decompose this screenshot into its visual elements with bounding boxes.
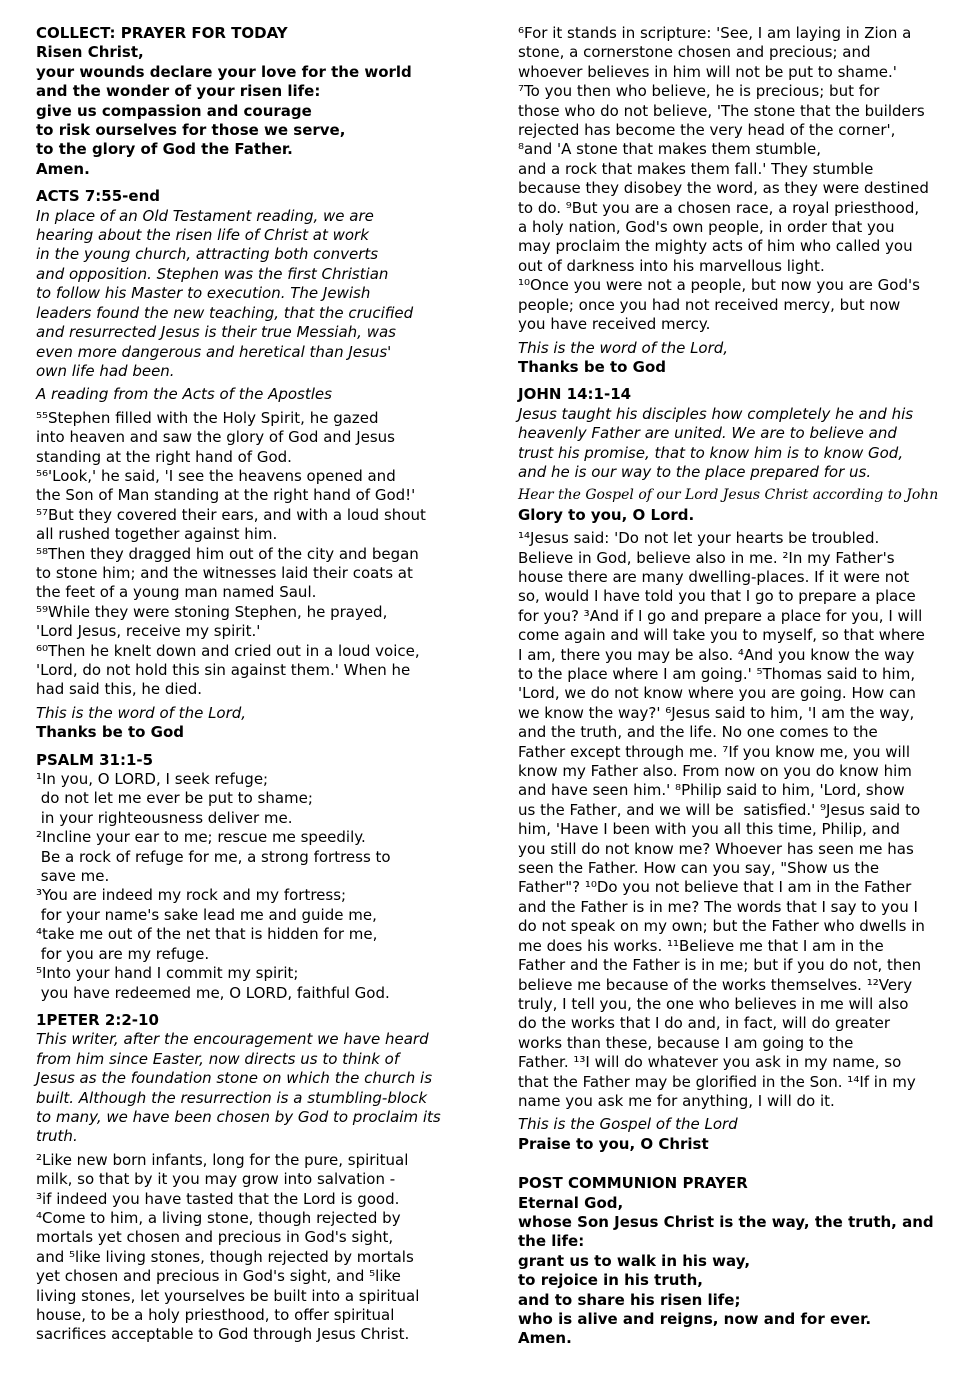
right-column [518,24,958,1349]
john-heading: JOHN 14:1-14 [518,385,632,404]
john-intro: Jesus taught his disciples how completely he and his heavenly Father are united. We are to believe and trust his promise, that to know him is to know God, and he is our way to the place prepared for us. [518,404,914,481]
peter-reading-continued: ⁶For it stands in scripture: 'See, I am laying in Zion a stone, a cornerstone chosen and precious; and whoever believes in him will not be put to shame.' ⁷To you then who believe, he is precious; but for those who do not believe, 'The stone that the builders rejected has become the very head of the corner', ⁸and 'A stone that makes them stumble, and a rock that makes them fall.' They stumble because they disobey the word, as they were destined to do. ⁹But you are a chosen race, a royal priesthood, a holy nation, God's own people, in order that you may proclaim the mighty acts of him who called you out of darkness into his marvellous light. ¹⁰Once you were not a people, but now you are God's people; once you had not received mercy, but now you have received mercy. [518,24,929,334]
acts-heading: ACTS 7:55-end [36,187,160,206]
peter-intro: This writer, after the encouragement we have heard from him since Easter, now directs us to think of Jesus as the foundation stone on which the church is built. Although the resurrection is a stumbling-block to many, we have been chosen by God to proclaim its truth. [36,1030,441,1146]
post-communion-heading: POST COMMUNION PRAYER [518,1174,748,1193]
gospel-response: Praise to you, O Christ [518,1134,709,1153]
acts-reading: ⁵⁵Stephen filled with the Holy Spirit, he gazed into heaven and saw the glory of God and Jesus standing at the right hand of God. ⁵⁶'Look,' he said, 'I see the heavens opened and the Son of Man standing at the right hand of God!' ⁵⁷But they covered their ears, and with a loud shout all rushed together against him. ⁵⁸Then they dragged him out of the city and began to stone him; and the witnesses laid their coats at the feet of a young man named Saul. ⁵⁹While they were stoning Stephen, he prayed, 'Lord Jesus, receive my spirit.' ⁶⁰Then he knelt down and cried out in a loud voice, 'Lord, do not hold this sin against them.' When he had said this, he died. [36,408,426,699]
acts-intro: In place of an Old Testament reading, we are hearing about the risen life of Christ at work in the young church, attracting both converts and opposition. Stephen was the first Christian to follow his Master to execution. The Jewish leaders found the new teaching, that the crucified and resurrected Jesus is their true Messiah, was even more dangerous and heretical than Jesus' own life had been. [36,206,414,380]
gospel-announcement: Hear the Gospel of our Lord Jesus Christ according to John [518,487,939,504]
peter-response-call: This is the word of the Lord, [518,338,729,357]
peter-reading: ²Like new born infants, long for the pure, spiritual milk, so that by it you may grow into salvation - ³if indeed you have tasted that the Lord is good. ⁴Come to him, a living stone, though rejected by mortals yet chosen and precious in God's sight, and ⁵like living stones, though rejected by mortals yet chosen and precious in God's sight, and ⁵like living stones, let yourselves be built into a spiritual house, to be a holy priesthood, to offer spiritual sacrifices acceptable to God through Jesus Christ. [36,1150,420,1344]
psalm-text: ¹In you, O LORD, I seek refuge; do not let me ever be put to shame; in your righteousness deliver me. ²Incline your ear to me; rescue me speedily. Be a rock of refuge for me, a strong fortress to save me. ³You are indeed my rock and my fortress; for your name's sake lead me and guide me, ⁴take me out of the net that is hidden for me, for you are my refuge. ⁵Into your hand I commit my spirit; you have redeemed me, O LORD, faithful God. [36,770,391,1002]
post-communion-prayer: Eternal God, whose Son Jesus Christ is the way, the truth, and the life: grant us to walk in his way, to rejoice in his truth, and to share his risen life; who is alive and reigns, now and for ever. Amen. [518,1193,934,1348]
peter-heading: 1PETER 2:2-10 [36,1010,159,1029]
peter-response: Thanks be to God [518,357,667,376]
collect-prayer: Risen Christ, your wounds declare your love for the world and the wonder of your risen life: give us compassion and courage to risk ourselves for those we serve, to the glory of God the Father. Amen. [36,43,412,178]
left-column [36,24,468,1345]
psalm-heading: PSALM 31:1-5 [36,750,154,769]
gospel-announcement-response: Glory to you, O Lord. [518,505,695,524]
gospel-response-call: This is the Gospel of the Lord [518,1115,738,1134]
john-reading: ¹⁴Jesus said: 'Do not let your hearts be troubled. Believe in God, believe also in me. ²In my Father's house there are many dwelling-places. If it were not so, would I have told you that I go to prepare a place for you? ³And if I go and prepare a place for you, I will come again and will take you to myself, so that where I am, there you may be also. ⁴And you know the way to the place where I am going.' ⁵Thomas said to him, 'Lord, we do not know where you are going. How can we know the way?' ⁶Jesus said to him, 'I am the way, and the truth, and the life. No one comes to the Father except through me. ⁷If you know me, you will know my Father also. From now on you do know him and have seen him.' ⁸Philip said to him, 'Lord, show us the Father, and we will be satisfied.' ⁹Jesus said to him, 'Have I been with you all this time, Philip, and you still do not know me? Whoever has seen me has seen the Father. How can you say, "Show us the Father"? ¹⁰Do you not believe that I am in the Father and the Father is in me? The words that I say to you I do not speak on my own; but the Father who dwells in me does his works. ¹¹Believe me that I am in the Father and the Father is in me; but if you do not, then believe me because of the works themselves. ¹²Very truly, I tell you, the one who believes in me will also do the works that I do and, in fact, will do greater works than these, because I am going to the Father. ¹³I will do whatever you ask in my name, so that the Father may be glorified in the Son. ¹⁴If in my name you ask me for anything, I will do it. [518,529,925,1110]
acts-announcement: A reading from the Acts of the Apostles [36,385,332,404]
acts-response-call: This is the word of the Lord, [36,703,247,722]
acts-response: Thanks be to God [36,723,185,742]
collect-heading: COLLECT: PRAYER FOR TODAY [36,24,288,42]
